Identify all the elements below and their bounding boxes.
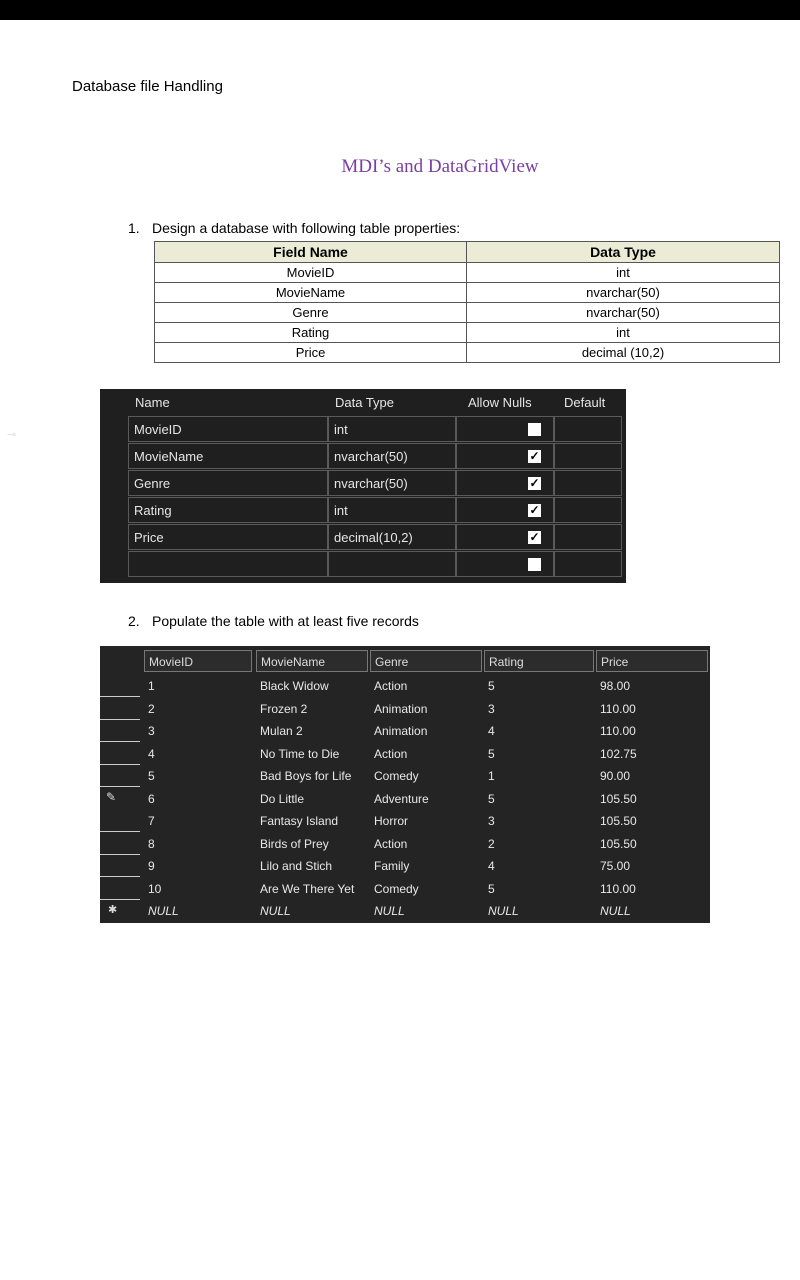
props-header-type: Data Type	[467, 242, 780, 263]
props-row	[155, 343, 780, 363]
step-1-text: Design a database with following table properties:	[152, 220, 461, 236]
table-designer	[100, 389, 626, 583]
row-header[interactable]	[100, 810, 140, 832]
grid-cell-movieid[interactable]: 10	[148, 881, 162, 896]
grid-cell-moviename[interactable]: Lilo and Stich	[260, 859, 333, 873]
allow-nulls-checkbox[interactable]	[528, 558, 541, 571]
grid-cell-price[interactable]: 75.00	[600, 859, 631, 873]
grid-header-moviename[interactable]: MovieName	[256, 650, 368, 672]
designer-cell-name[interactable]: MovieID	[128, 416, 328, 442]
designer-cell-default[interactable]	[554, 470, 622, 496]
row-header[interactable]	[100, 743, 140, 765]
grid-cell-price[interactable]: 105.50	[600, 836, 637, 851]
step-2-text: Populate the table with at least five records	[152, 613, 419, 629]
grid-cell-moviename[interactable]: Black Widow	[260, 679, 329, 693]
grid-cell-price[interactable]: NULL	[600, 904, 631, 918]
designer-row[interactable]	[128, 416, 723, 443]
row-header[interactable]	[100, 833, 140, 855]
grid-cell-genre[interactable]: Animation	[374, 701, 428, 716]
grid-cell-rating[interactable]: NULL	[488, 904, 519, 918]
table-row[interactable]	[100, 855, 710, 877]
props-field-name: Genre	[155, 303, 467, 323]
grid-cell-price[interactable]: 105.50	[600, 814, 637, 828]
document-header: Database file Handling	[72, 78, 223, 95]
table-row[interactable]	[100, 720, 710, 742]
data-grid	[100, 646, 710, 923]
primary-key-icon: ⊸	[7, 429, 17, 441]
designer-cell-default[interactable]	[554, 551, 622, 577]
grid-cell-moviename[interactable]: Mulan 2	[260, 724, 303, 738]
grid-cell-rating[interactable]: 5	[488, 881, 495, 896]
designer-cell-default[interactable]	[554, 416, 622, 442]
new-row-icon: ✱	[108, 904, 118, 916]
grid-cell-price[interactable]: 110.00	[600, 881, 636, 896]
step-1-number: 1.	[128, 220, 140, 236]
props-data-type: decimal (10,2)	[467, 343, 780, 363]
designer-header-name: Name	[135, 395, 170, 410]
designer-cell-type[interactable]: int	[328, 497, 456, 523]
grid-cell-genre[interactable]: Action	[374, 746, 408, 761]
row-header[interactable]	[100, 878, 140, 900]
grid-cell-rating[interactable]: 5	[488, 746, 495, 761]
designer-header-default: Default	[564, 395, 606, 410]
allow-nulls-checkbox[interactable]: ✓	[529, 476, 540, 490]
props-data-type: nvarchar(50)	[467, 283, 780, 303]
props-field-name: MovieName	[155, 283, 467, 303]
grid-cell-moviename[interactable]: Bad Boys for Life	[260, 769, 352, 783]
grid-cell-genre[interactable]: Horror	[374, 814, 409, 828]
grid-cell-genre[interactable]: Animation	[374, 724, 428, 738]
designer-row[interactable]	[128, 551, 723, 578]
grid-cell-moviename[interactable]: No Time to Die	[260, 746, 340, 761]
allow-nulls-checkbox[interactable]: ✓	[529, 503, 540, 517]
grid-cell-movieid[interactable]: 1	[148, 679, 155, 693]
grid-cell-price[interactable]: 110.00	[600, 701, 636, 716]
table-row[interactable]	[100, 788, 710, 810]
row-header[interactable]	[100, 765, 140, 787]
designer-cell-name[interactable]: MovieName	[128, 443, 328, 469]
designer-cell-name[interactable]: Rating	[128, 497, 328, 523]
grid-header-price[interactable]: Price	[596, 650, 708, 672]
props-data-type: int	[467, 323, 780, 343]
grid-cell-rating[interactable]: 4	[488, 724, 495, 738]
table-row[interactable]	[100, 765, 710, 787]
row-header[interactable]	[100, 900, 140, 922]
grid-header-movieid[interactable]: MovieID	[144, 650, 252, 672]
grid-cell-movieid[interactable]: 9	[148, 859, 155, 873]
grid-cell-genre[interactable]: Action	[374, 836, 408, 851]
grid-cell-movieid[interactable]: 4	[148, 746, 155, 761]
designer-row[interactable]	[128, 497, 723, 524]
designer-cell-default[interactable]	[554, 497, 622, 523]
table-row[interactable]	[100, 833, 710, 855]
table-row[interactable]	[100, 900, 710, 922]
props-header-field: Field Name	[155, 242, 467, 263]
row-header[interactable]	[100, 675, 140, 697]
edit-pencil-icon: ✎	[106, 789, 117, 804]
grid-cell-price[interactable]: 105.50	[600, 791, 637, 806]
allow-nulls-checkbox[interactable]: ✓	[529, 530, 540, 544]
props-field-name: MovieID	[155, 263, 467, 283]
grid-cell-price[interactable]: 90.00	[600, 769, 631, 783]
grid-cell-movieid[interactable]: 2	[148, 701, 155, 716]
grid-cell-moviename[interactable]: NULL	[260, 904, 291, 918]
designer-cell-name[interactable]	[128, 551, 328, 577]
grid-cell-movieid[interactable]: 7	[148, 814, 155, 828]
grid-cell-genre[interactable]: Family	[374, 859, 410, 873]
props-data-type: int	[467, 263, 780, 283]
step-2	[128, 613, 419, 629]
grid-cell-movieid[interactable]: 3	[148, 724, 155, 738]
grid-cell-price[interactable]: 98.00	[600, 679, 631, 693]
table-row[interactable]	[100, 743, 710, 765]
designer-row[interactable]	[128, 524, 723, 551]
grid-cell-moviename[interactable]: Are We There Yet	[260, 881, 355, 896]
table-row[interactable]	[100, 810, 710, 832]
properties-table	[154, 241, 780, 363]
designer-cell-name[interactable]: Genre	[128, 470, 328, 496]
designer-cell-type[interactable]: int	[328, 416, 456, 442]
grid-cell-genre[interactable]: Action	[374, 679, 408, 693]
grid-header-genre[interactable]: Genre	[370, 650, 482, 672]
props-row	[155, 283, 780, 303]
allow-nulls-checkbox[interactable]: ✓	[529, 449, 540, 463]
allow-nulls-checkbox[interactable]	[528, 423, 541, 436]
grid-cell-movieid[interactable]: 6	[148, 791, 155, 806]
designer-cell-name[interactable]: Price	[128, 524, 328, 550]
table-row[interactable]	[100, 675, 710, 697]
designer-cell-type[interactable]: nvarchar(50)	[328, 470, 456, 496]
grid-cell-genre[interactable]: Comedy	[374, 769, 419, 783]
designer-cell-type[interactable]: decimal(10,2)	[328, 524, 456, 550]
props-row	[155, 263, 780, 283]
designer-header-type: Data Type	[335, 395, 395, 410]
row-header[interactable]	[100, 698, 140, 720]
props-row	[155, 303, 780, 323]
grid-cell-genre[interactable]: NULL	[374, 904, 405, 918]
row-header[interactable]	[100, 788, 140, 810]
row-header[interactable]	[100, 720, 140, 742]
designer-row[interactable]	[128, 443, 723, 470]
grid-cell-movieid[interactable]: 5	[148, 769, 155, 783]
grid-cell-genre[interactable]: Adventure	[374, 791, 429, 806]
table-row[interactable]	[100, 698, 710, 720]
designer-cell-default[interactable]	[554, 443, 622, 469]
grid-cell-rating[interactable]: 3	[488, 814, 495, 828]
grid-cell-moviename[interactable]: Frozen 2	[260, 701, 308, 716]
grid-cell-moviename[interactable]: Do Little	[260, 791, 305, 806]
grid-cell-moviename[interactable]: Fantasy Island	[260, 814, 339, 828]
grid-cell-rating[interactable]: 3	[488, 701, 495, 716]
designer-row[interactable]	[128, 470, 723, 497]
designer-cell-type[interactable]	[328, 551, 456, 577]
props-data-type: nvarchar(50)	[467, 303, 780, 323]
grid-cell-movieid[interactable]: NULL	[148, 904, 179, 918]
props-field-name: Price	[155, 343, 467, 363]
grid-header-rating[interactable]: Rating	[484, 650, 594, 672]
grid-cell-rating[interactable]: 5	[488, 679, 495, 693]
grid-cell-rating[interactable]: 5	[488, 791, 495, 806]
grid-cell-moviename[interactable]: Birds of Prey	[260, 836, 329, 851]
props-field-name: Rating	[155, 323, 467, 343]
designer-cell-default[interactable]	[554, 524, 622, 550]
designer-cell-type[interactable]: nvarchar(50)	[328, 443, 456, 469]
grid-cell-price[interactable]: 110.00	[600, 724, 636, 738]
step-1	[128, 220, 460, 236]
grid-cell-rating[interactable]: 4	[488, 859, 495, 873]
step-2-number: 2.	[128, 613, 140, 629]
designer-header-nulls: Allow Nulls	[468, 395, 532, 410]
grid-cell-genre[interactable]: Comedy	[374, 881, 419, 896]
page-title: MDI’s and DataGridView	[341, 156, 539, 177]
props-row	[155, 323, 780, 343]
top-bar	[0, 0, 800, 20]
row-header[interactable]	[100, 855, 140, 877]
table-row[interactable]	[100, 878, 710, 900]
grid-cell-rating[interactable]: 2	[488, 836, 495, 851]
grid-cell-price[interactable]: 102.75	[600, 746, 637, 761]
grid-cell-rating[interactable]: 1	[488, 769, 495, 783]
grid-cell-movieid[interactable]: 8	[148, 836, 155, 851]
